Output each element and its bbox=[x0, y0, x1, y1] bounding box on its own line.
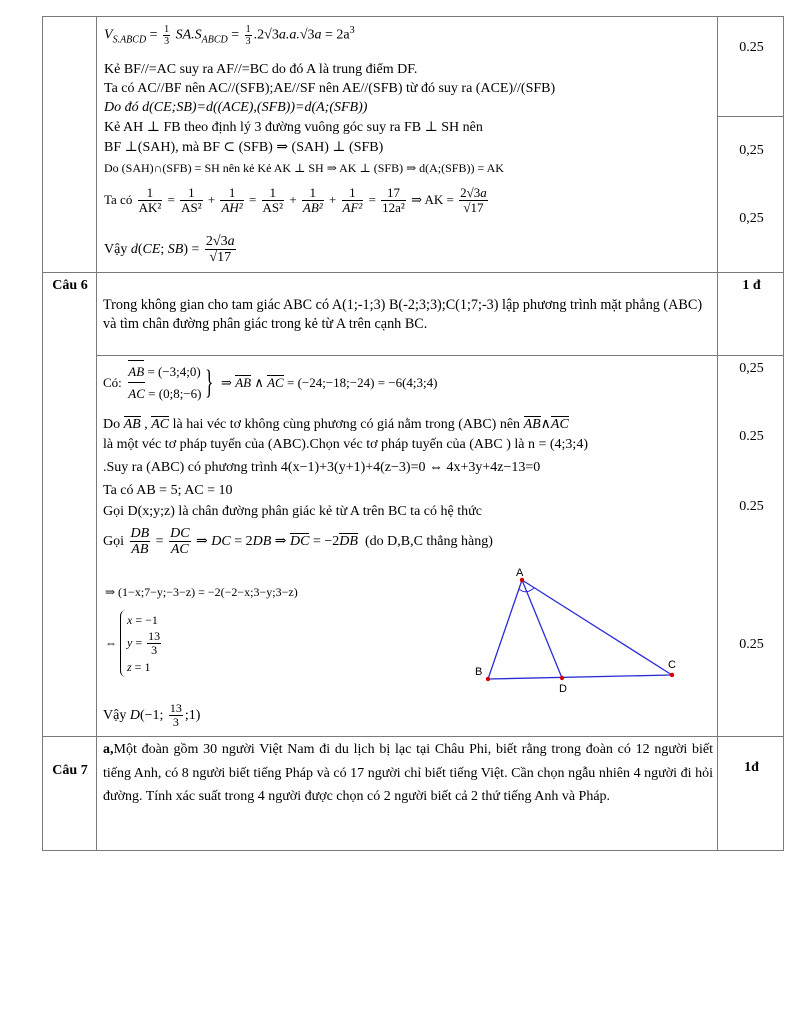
point-d bbox=[560, 676, 564, 680]
table-border-col1 bbox=[96, 16, 97, 851]
cau6-answer-1: Có: AB = (−3;4;0) AC = (0;8;−6) } ⇒ AB ∧ AC = (−24;−18;−24) = −6(4;3;4) bbox=[103, 361, 438, 405]
table-border-col2 bbox=[717, 16, 718, 851]
triangle-figure bbox=[470, 565, 690, 700]
cau6-answer-3: là một véc tơ pháp tuyến của (ABC).Chọn véc tơ pháp tuyến của (ABC ) là n = (4;3;4) bbox=[103, 437, 588, 452]
score-top-2: 0,25 bbox=[739, 143, 764, 158]
cau6-answer-7: Gọi $\frac{DB}{AB}$ = $\frac{DC}{AC}$ ⇒ DC = 2DB ⇒ DC = −2DB (do D,B,C thẳng hàng) bbox=[103, 526, 493, 558]
cau6-answer-9: ⇔ x = −1 y = $\frac{13}{3}$ z = 1 bbox=[105, 610, 163, 677]
top-line-7: Do (SAH)∩(SFB) = SH nên kẻ Kẻ AK ⊥ SH ⇒ AK ⊥ (SFB) ⇒ d(A;(SFB)) = AK bbox=[104, 161, 504, 175]
top-line-5: Kẻ AH ⊥ FB theo định lý 3 đường vuông góc suy ra FB ⊥ SH nên bbox=[104, 120, 483, 135]
label-c: C bbox=[668, 659, 676, 671]
cau6-answer-10: Vậy D(−1; $\frac{13}{3}$ ;1) bbox=[103, 701, 201, 730]
top-line-6: BF ⊥(SAH), mà BF ⊂ (SFB) ⇒ (SAH) ⊥ (SFB) bbox=[104, 140, 384, 155]
cau6-score-4: 0.25 bbox=[739, 637, 764, 652]
row-divider-cau7 bbox=[42, 736, 784, 737]
cau6-answer-2: Do AB , AC là hai véc tơ không cùng phương có giá nằm trong (ABC) nên AB∧AC bbox=[103, 417, 569, 432]
cau6-answer-8: ⇒ (1−x;7−y;−3−z) = −2(−2−x;3−y;3−z) bbox=[105, 585, 298, 599]
cau6-score-3: 0.25 bbox=[739, 499, 764, 514]
top-line-8: Ta có $\frac{1}{\text{AK²}}$ = $\frac{1}{\text{AS²}}$ + $\frac{1}{\text{AH²}}$ = $\frac{1}{\text{AS²}}$ + $\frac{1}{\text{AB²}}$ + $\frac{1}{\text{AF²}}$ = $\frac{17}{\text{12a²}}$ ⇒ AK = $\frac{2√3a}{√17}$ bbox=[104, 185, 487, 216]
label-b: B bbox=[475, 666, 483, 678]
table-border-left bbox=[42, 16, 43, 851]
point-b bbox=[486, 677, 490, 681]
cau6-score-2: 0.25 bbox=[739, 429, 764, 444]
cau6-answer-5: Ta có AB = 5; AC = 10 bbox=[103, 483, 233, 498]
table-border-top bbox=[42, 16, 784, 17]
cau6-answer-4: .Suy ra (ABC) có phương trình 4(x−1)+3(y+1)+4(z−3)=0 ⇔ 4x+3y+4z−13=0 bbox=[103, 460, 541, 475]
score-top-3: 0,25 bbox=[739, 211, 764, 226]
cau6-score-1: 0,25 bbox=[739, 361, 764, 376]
cau7-label: Câu 7 bbox=[52, 763, 88, 778]
row-divider-cau6 bbox=[42, 272, 784, 273]
point-c bbox=[670, 673, 674, 677]
label-d: D bbox=[559, 683, 567, 695]
label-a: A bbox=[516, 567, 524, 579]
cau7-part-label: a, bbox=[103, 742, 114, 757]
row-divider-cau6-answer bbox=[96, 355, 784, 356]
table-border-right bbox=[783, 16, 784, 851]
top-line-2: Kẻ BF//=AC suy ra AF//=BC do đó A là trung điểm DF. bbox=[104, 62, 418, 77]
side-ac bbox=[522, 580, 672, 675]
cau7-question-block bbox=[103, 738, 713, 809]
side-ab bbox=[488, 580, 522, 679]
top-line-4: Do đó d(CE;SB)=d((ACE),(SFB))=d(A;(SFB)) bbox=[104, 100, 368, 115]
top-line-9: Vậy d(CE; SB) = $\frac{2√3a}{√17}$ bbox=[104, 234, 235, 266]
volume-formula: $V_{S.ABCD}$ = $\frac{1}{3}$ $SA.S_{ABCD}$ = $\frac{1}{3}$ $.2√3a.a.√3a = 2a^3$ bbox=[104, 24, 355, 47]
bisector-ad bbox=[522, 580, 562, 678]
cau7-question: Một đoàn gồm 30 người Việt Nam đi du lịch bị lạc tại Châu Phi, biết rằng trong đoàn có 12 người biết tiếng Anh, có 8 người biết tiếng Pháp và có 17 người chỉ biết tiếng Việt. Cần chọn ngẫu nhiên 4 người đi hỏi đường. Tính xác suất trong 4 người được chọn có 2 người biết cả 2 thứ tiếng Anh và Pháp. bbox=[103, 742, 713, 804]
table-border-bottom bbox=[42, 850, 784, 851]
cau6-points: 1 đ bbox=[742, 278, 761, 293]
cau7-points: 1đ bbox=[744, 760, 759, 775]
cau6-label: Câu 6 bbox=[52, 278, 88, 293]
cau6-question: Trong không gian cho tam giác ABC có A(1;-1;3) B(-2;3;3);C(1;7;-3) lập phương trình mặt phẳng (ABC) và tìm chân đường phân giác trong kẻ từ A trên cạnh BC. bbox=[103, 297, 703, 332]
side-bc bbox=[488, 675, 672, 679]
score-divider-top bbox=[717, 116, 784, 117]
top-line-3: Ta có AC//BF nên AC//(SFB);AE//SF nên AE//(SFB) từ đó suy ra (ACE)//(SFB) bbox=[104, 81, 556, 96]
score-top-1: 0.25 bbox=[739, 40, 764, 55]
cau6-answer-6: Gọi D(x;y;z) là chân đường phân giác kẻ từ A trên BC ta có hệ thức bbox=[103, 504, 482, 519]
